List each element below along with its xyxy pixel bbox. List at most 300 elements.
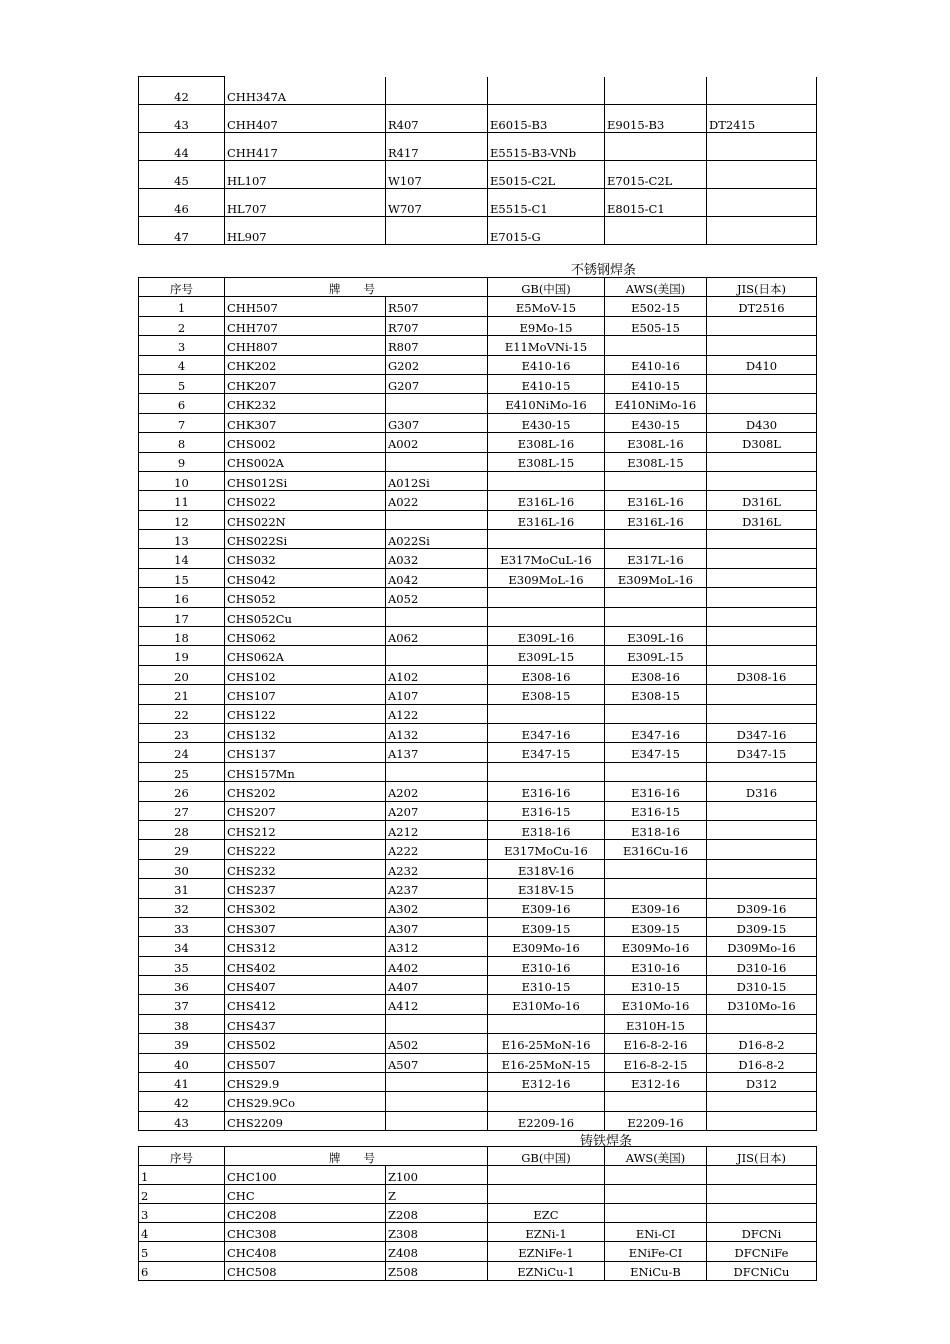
cell-jis: DFCNiCu [707, 1261, 817, 1280]
cell-code: Z [386, 1185, 488, 1204]
cell-gb: E318V-15 [488, 879, 605, 898]
cell-brand: CHS137 [225, 743, 386, 762]
cell-gb: E317MoCu-16 [488, 840, 605, 859]
header-aws: AWS(美国) [605, 278, 707, 297]
cell-jis: D308L [707, 433, 817, 452]
cell-no: 4 [139, 1223, 225, 1242]
cell-no: 45 [139, 161, 225, 189]
cell-no: 29 [139, 840, 225, 859]
cell-gb: E2209-16 [488, 1111, 605, 1130]
cell-aws [605, 1204, 707, 1223]
cell-no: 7 [139, 413, 225, 432]
cell-jis [707, 161, 817, 189]
cell-aws: E8015-C1 [605, 189, 707, 217]
cell-gb: E312-16 [488, 1073, 605, 1092]
cell-aws [605, 879, 707, 898]
table-row [139, 762, 817, 781]
cell-brand: CHH417 [225, 133, 386, 161]
cell-jis [707, 189, 817, 217]
cell-gb: E316L-16 [488, 510, 605, 529]
cell-gb: E316-15 [488, 801, 605, 820]
cell-code: A507 [386, 1053, 488, 1072]
cell-code: A062 [386, 627, 488, 646]
cell-no: 27 [139, 801, 225, 820]
cell-aws: E309Mo-16 [605, 937, 707, 956]
cell-jis: D16-8-2 [707, 1053, 817, 1072]
table-row [139, 316, 817, 335]
cell-no: 11 [139, 491, 225, 510]
cell-no: 38 [139, 1014, 225, 1033]
cell-aws [605, 217, 707, 245]
cell-no: 4 [139, 355, 225, 374]
cell-code: R807 [386, 336, 488, 355]
header-no: 序号 [139, 278, 225, 297]
cell-aws [605, 77, 707, 105]
table-row [139, 133, 817, 161]
cell-gb: E317MoCuL-16 [488, 549, 605, 568]
cell-gb: E430-15 [488, 413, 605, 432]
cell-code: A002 [386, 433, 488, 452]
table-top [138, 76, 817, 245]
table-row [139, 1014, 817, 1033]
cell-code: G307 [386, 413, 488, 432]
cell-jis [707, 840, 817, 859]
table-row [139, 917, 817, 936]
cell-jis [707, 77, 817, 105]
cell-aws: E310Mo-16 [605, 995, 707, 1014]
cell-code: A022Si [386, 530, 488, 549]
header-brand: 牌 号 [225, 278, 488, 297]
cell-brand: CHS042 [225, 568, 386, 587]
table-row [139, 568, 817, 587]
cell-gb [488, 77, 605, 105]
cell-no: 22 [139, 704, 225, 723]
cell-code [386, 607, 488, 626]
table-row [139, 1223, 817, 1242]
cell-no: 40 [139, 1053, 225, 1072]
table-row [139, 937, 817, 956]
cell-no: 35 [139, 956, 225, 975]
table-row [139, 685, 817, 704]
cell-aws: E316L-16 [605, 510, 707, 529]
table-row [139, 217, 817, 245]
cell-no: 21 [139, 685, 225, 704]
cell-no: 13 [139, 530, 225, 549]
table-row [139, 1166, 817, 1185]
cell-aws: E312-16 [605, 1073, 707, 1092]
cell-no: 42 [139, 77, 225, 105]
cell-brand: CHS022Si [225, 530, 386, 549]
cell-gb: E316-16 [488, 782, 605, 801]
cell-no: 47 [139, 217, 225, 245]
cell-jis [707, 1185, 817, 1204]
cell-aws [605, 133, 707, 161]
cell-no: 32 [139, 898, 225, 917]
cell-code: W707 [386, 189, 488, 217]
table-row [139, 336, 817, 355]
cell-jis [707, 336, 817, 355]
cell-code: A137 [386, 743, 488, 762]
table-row [139, 665, 817, 684]
cell-no: 34 [139, 937, 225, 956]
table-row [139, 530, 817, 549]
cell-code: W107 [386, 161, 488, 189]
cell-jis [707, 627, 817, 646]
cell-code: Z508 [386, 1261, 488, 1280]
cell-code: G202 [386, 355, 488, 374]
cell-jis: D16-8-2 [707, 1034, 817, 1053]
cell-code: R407 [386, 105, 488, 133]
cell-no: 2 [139, 316, 225, 335]
cell-jis: D312 [707, 1073, 817, 1092]
cell-aws [605, 336, 707, 355]
cell-no: 28 [139, 820, 225, 839]
cell-code: Z100 [386, 1166, 488, 1185]
cell-brand: CHS202 [225, 782, 386, 801]
cell-code: A412 [386, 995, 488, 1014]
cell-gb: E410-15 [488, 374, 605, 393]
cell-jis [707, 607, 817, 626]
cell-jis: D316L [707, 491, 817, 510]
table-row [139, 491, 817, 510]
cell-aws: E309L-16 [605, 627, 707, 646]
cell-aws: E410-15 [605, 374, 707, 393]
cell-code: A132 [386, 723, 488, 742]
table-row [139, 898, 817, 917]
cell-brand: CHS2209 [225, 1111, 386, 1130]
cell-brand: CHS002A [225, 452, 386, 471]
cell-aws: E309MoL-16 [605, 568, 707, 587]
cell-aws: E502-15 [605, 297, 707, 316]
cell-aws: E308L-15 [605, 452, 707, 471]
cell-brand: CHS012Si [225, 471, 386, 490]
cell-brand: CHK207 [225, 374, 386, 393]
cell-no: 3 [139, 336, 225, 355]
cell-gb: E5515-C1 [488, 189, 605, 217]
cell-aws: E16-8-2-16 [605, 1034, 707, 1053]
table-row [139, 413, 817, 432]
table-row [139, 801, 817, 820]
cell-code: A302 [386, 898, 488, 917]
cell-aws: ENi-CI [605, 1223, 707, 1242]
cell-no: 1 [139, 1166, 225, 1185]
cell-gb: E310-16 [488, 956, 605, 975]
cell-brand: CHS232 [225, 859, 386, 878]
cell-brand: CHC508 [225, 1261, 386, 1280]
cell-aws: E2209-16 [605, 1111, 707, 1130]
cell-brand: CHC100 [225, 1166, 386, 1185]
cell-gb: E5MoV-15 [488, 297, 605, 316]
cell-code: A207 [386, 801, 488, 820]
cell-code [386, 394, 488, 413]
cell-code: A012Si [386, 471, 488, 490]
cell-gb [488, 607, 605, 626]
table-row [139, 956, 817, 975]
cell-jis [707, 1092, 817, 1111]
cell-aws: E16-8-2-15 [605, 1053, 707, 1072]
cell-no: 39 [139, 1034, 225, 1053]
cell-jis: D316 [707, 782, 817, 801]
cell-jis: D309-15 [707, 917, 817, 936]
cell-aws: E410NiMo-16 [605, 394, 707, 413]
cell-no: 1 [139, 297, 225, 316]
cell-code: A212 [386, 820, 488, 839]
cell-brand: CHH507 [225, 297, 386, 316]
cell-jis [707, 801, 817, 820]
stainless-caption: 不锈钢焊条 [571, 263, 637, 278]
table-row [139, 879, 817, 898]
cell-aws [605, 704, 707, 723]
cell-aws: E308-16 [605, 665, 707, 684]
cell-no: 43 [139, 1111, 225, 1130]
cell-gb: E410-16 [488, 355, 605, 374]
header-row [139, 278, 817, 297]
cell-gb: EZNi-1 [488, 1223, 605, 1242]
cell-gb [488, 588, 605, 607]
cell-gb [488, 1166, 605, 1185]
cell-jis [707, 685, 817, 704]
cell-jis [707, 1111, 817, 1130]
cell-brand: CHS307 [225, 917, 386, 936]
cell-no: 9 [139, 452, 225, 471]
cell-jis: DFCNiFe [707, 1242, 817, 1261]
cell-code: Z408 [386, 1242, 488, 1261]
cell-no: 18 [139, 627, 225, 646]
cell-gb: E309-15 [488, 917, 605, 936]
cell-brand: CHC308 [225, 1223, 386, 1242]
cell-gb [488, 704, 605, 723]
cell-brand: CHH807 [225, 336, 386, 355]
table-row [139, 995, 817, 1014]
cell-jis [707, 1166, 817, 1185]
cell-no: 6 [139, 394, 225, 413]
cell-jis: D410 [707, 355, 817, 374]
cell-aws: E9015-B3 [605, 105, 707, 133]
cell-gb: E6015-B3 [488, 105, 605, 133]
cell-brand: CHS032 [225, 549, 386, 568]
cell-code: A502 [386, 1034, 488, 1053]
cell-gb: E309L-16 [488, 627, 605, 646]
cell-no: 5 [139, 1242, 225, 1261]
cell-no: 8 [139, 433, 225, 452]
cell-code: A407 [386, 976, 488, 995]
cell-gb: E309MoL-16 [488, 568, 605, 587]
table-row [139, 646, 817, 665]
cell-code: A312 [386, 937, 488, 956]
cell-jis [707, 530, 817, 549]
cell-jis: D309-16 [707, 898, 817, 917]
cell-jis [707, 1204, 817, 1223]
cell-jis: D310-15 [707, 976, 817, 995]
cell-code: A202 [386, 782, 488, 801]
cell-gb: E316L-16 [488, 491, 605, 510]
cell-aws: E7015-C2L [605, 161, 707, 189]
cell-no: 36 [139, 976, 225, 995]
cell-code: Z208 [386, 1204, 488, 1223]
cell-code: A107 [386, 685, 488, 704]
table-row [139, 549, 817, 568]
table-row [139, 1034, 817, 1053]
table-row [139, 1111, 817, 1130]
cell-no: 43 [139, 105, 225, 133]
cell-aws: E309-16 [605, 898, 707, 917]
cell-code: R707 [386, 316, 488, 335]
cell-gb: E318-16 [488, 820, 605, 839]
cell-no: 2 [139, 1185, 225, 1204]
cell-jis [707, 394, 817, 413]
cell-aws [605, 1185, 707, 1204]
cell-gb: E308L-15 [488, 452, 605, 471]
cell-jis [707, 859, 817, 878]
table-row [139, 1185, 817, 1204]
cell-aws: E316L-16 [605, 491, 707, 510]
cell-aws: E347-15 [605, 743, 707, 762]
cell-no: 26 [139, 782, 225, 801]
cell-brand: CHS237 [225, 879, 386, 898]
cell-gb: E308-16 [488, 665, 605, 684]
table-row [139, 859, 817, 878]
cell-aws: E347-16 [605, 723, 707, 742]
cell-brand: CHS052Cu [225, 607, 386, 626]
cell-aws: E430-15 [605, 413, 707, 432]
cell-code: A237 [386, 879, 488, 898]
cell-jis: D316L [707, 510, 817, 529]
cell-jis [707, 762, 817, 781]
cell-aws [605, 1092, 707, 1111]
cell-brand: CHH347A [225, 77, 386, 105]
cell-aws: E310-15 [605, 976, 707, 995]
header-aws: AWS(美国) [605, 1147, 707, 1166]
cell-no: 37 [139, 995, 225, 1014]
cell-code [386, 510, 488, 529]
cell-brand: CHS052 [225, 588, 386, 607]
table-row [139, 297, 817, 316]
cell-jis [707, 1014, 817, 1033]
table-row [139, 471, 817, 490]
cell-no: 12 [139, 510, 225, 529]
cell-no: 19 [139, 646, 225, 665]
cell-jis [707, 133, 817, 161]
cell-aws [605, 530, 707, 549]
cell-code: R417 [386, 133, 488, 161]
cell-gb: E7015-G [488, 217, 605, 245]
cell-gb: E410NiMo-16 [488, 394, 605, 413]
cell-gb: E347-15 [488, 743, 605, 762]
header-gb: GB(中国) [488, 1147, 605, 1166]
cell-no: 23 [139, 723, 225, 742]
cell-aws: E410-16 [605, 355, 707, 374]
cell-code [386, 1092, 488, 1111]
cell-aws: E318-16 [605, 820, 707, 839]
table-row [139, 1242, 817, 1261]
cell-brand: CHS502 [225, 1034, 386, 1053]
cell-brand: HL907 [225, 217, 386, 245]
cell-jis [707, 452, 817, 471]
table-row [139, 355, 817, 374]
cell-brand: CHS107 [225, 685, 386, 704]
cell-aws: E316Cu-16 [605, 840, 707, 859]
cell-aws [605, 588, 707, 607]
cell-no: 3 [139, 1204, 225, 1223]
cell-brand: CHC408 [225, 1242, 386, 1261]
cell-jis: D310Mo-16 [707, 995, 817, 1014]
cell-gb: E16-25MoN-15 [488, 1053, 605, 1072]
cell-aws: ENiFe-CI [605, 1242, 707, 1261]
cell-jis [707, 471, 817, 490]
cell-jis [707, 549, 817, 568]
cell-no: 31 [139, 879, 225, 898]
cell-brand: CHS402 [225, 956, 386, 975]
cell-jis: D308-16 [707, 665, 817, 684]
cell-brand: CHS29.9Co [225, 1092, 386, 1111]
table-row [139, 1092, 817, 1111]
cell-code [386, 217, 488, 245]
cell-gb: E310Mo-16 [488, 995, 605, 1014]
cell-aws: ENiCu-B [605, 1261, 707, 1280]
cell-code: R507 [386, 297, 488, 316]
cell-aws: E316-16 [605, 782, 707, 801]
header-gb: GB(中国) [488, 278, 605, 297]
cell-gb [488, 1092, 605, 1111]
cell-gb: E11MoVNi-15 [488, 336, 605, 355]
cell-no: 33 [139, 917, 225, 936]
table-row [139, 510, 817, 529]
cell-jis: D347-16 [707, 723, 817, 742]
table-row [139, 433, 817, 452]
cell-gb: E347-16 [488, 723, 605, 742]
cell-gb: E16-25MoN-16 [488, 1034, 605, 1053]
table-row [139, 394, 817, 413]
cell-aws: E310H-15 [605, 1014, 707, 1033]
table-row [139, 704, 817, 723]
header-jis: JIS(日本) [707, 1147, 817, 1166]
cell-no: 6 [139, 1261, 225, 1280]
cell-brand: HL107 [225, 161, 386, 189]
table-row [139, 820, 817, 839]
cell-code: G207 [386, 374, 488, 393]
cell-gb [488, 762, 605, 781]
table-row [139, 374, 817, 393]
cell-brand: CHH707 [225, 316, 386, 335]
table-row [139, 77, 817, 105]
cell-aws: E309-15 [605, 917, 707, 936]
table-row [139, 1204, 817, 1223]
cell-code [386, 1073, 488, 1092]
cell-no: 30 [139, 859, 225, 878]
cell-brand: CHS222 [225, 840, 386, 859]
cell-brand: CHS062 [225, 627, 386, 646]
table-row [139, 1073, 817, 1092]
cell-jis: D347-15 [707, 743, 817, 762]
cell-aws: E310-16 [605, 956, 707, 975]
cell-brand: CHS507 [225, 1053, 386, 1072]
table-row [139, 607, 817, 626]
table-row [139, 782, 817, 801]
cell-code: A042 [386, 568, 488, 587]
cell-code: A402 [386, 956, 488, 975]
cell-no: 14 [139, 549, 225, 568]
cell-no: 15 [139, 568, 225, 587]
cell-no: 20 [139, 665, 225, 684]
cell-brand: CHS002 [225, 433, 386, 452]
cell-gb [488, 1185, 605, 1204]
cell-jis [707, 316, 817, 335]
cell-jis: DFCNi [707, 1223, 817, 1242]
cell-jis [707, 217, 817, 245]
cell-no: 25 [139, 762, 225, 781]
cell-jis [707, 374, 817, 393]
cell-code [386, 646, 488, 665]
